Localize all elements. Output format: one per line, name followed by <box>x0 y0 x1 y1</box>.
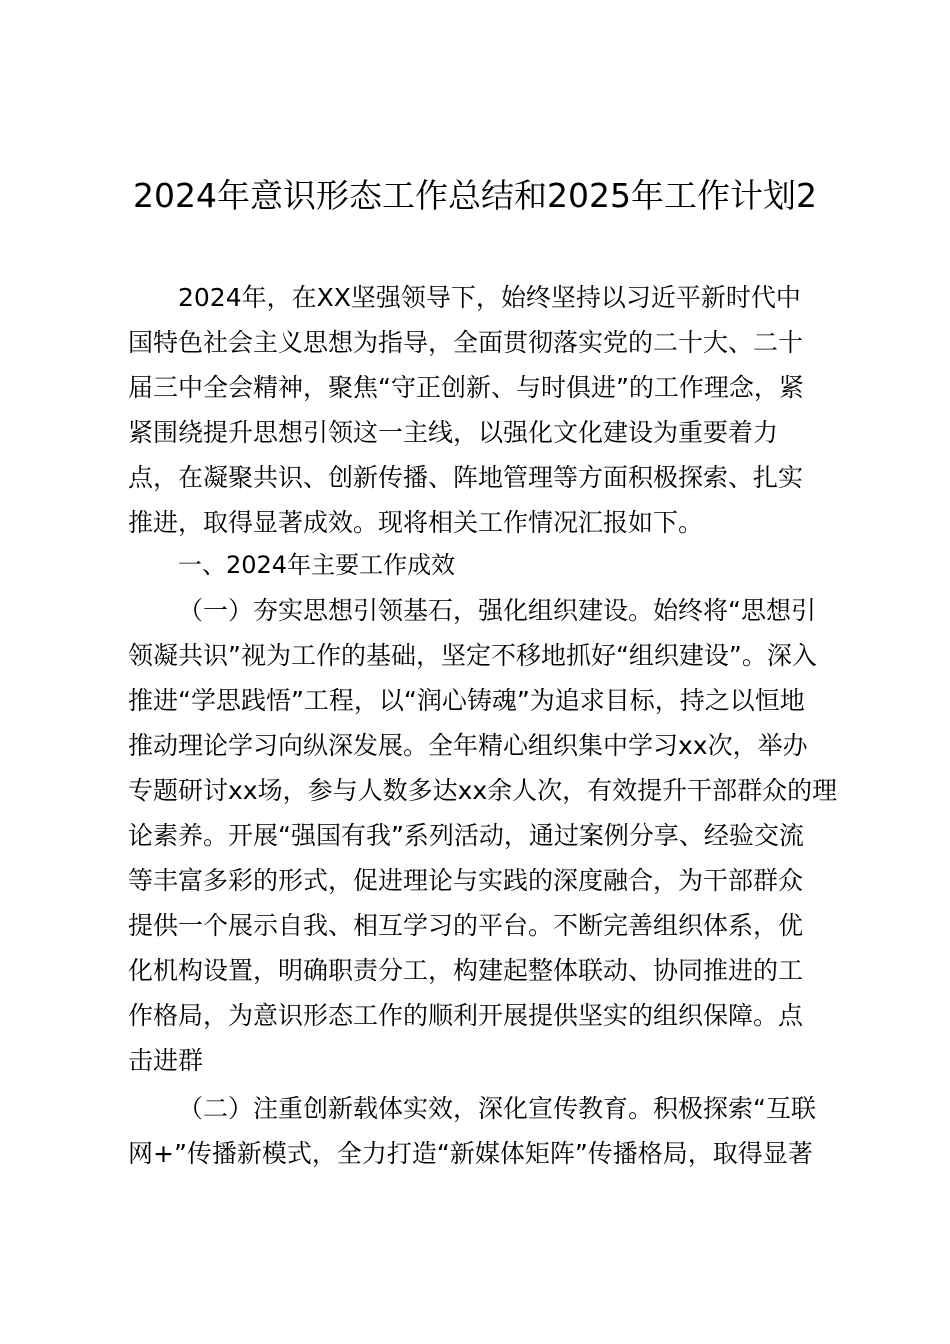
body-line: 推动理论学习向纵深发展。全年精心组织集中学习xx次，举办 <box>128 731 808 760</box>
body-line: 点，在凝聚共识、创新传播、阵地管理等方面积极探索、扎实 <box>128 463 804 492</box>
body-line: 推进“学思践悟”工程，以“润心铸魂”为追求目标，持之以恒地 <box>128 686 805 715</box>
body-line: （二）注重创新载体实效，深化宣传教育。积极探索“互联 <box>178 1094 816 1123</box>
body-line: 届三中全会精神，聚焦“守正创新、与时俱进”的工作理念，紧 <box>128 373 804 402</box>
body-line: 化机构设置，明确职责分工，构建起整体联动、协同推进的工 <box>128 956 804 985</box>
body-line: 紧围绕提升思想引领这一主线，以强化文化建设为重要着力 <box>128 418 779 447</box>
body-line: 专题研讨xx场，参与人数多达xx余人次，有效提升干部群众的理 <box>128 776 838 805</box>
section-heading: 一、2024年主要工作成效 <box>178 551 456 579</box>
body-line: 领凝共识”视为工作的基础，坚定不移地抓好“组织建设”。深入 <box>128 641 817 670</box>
body-line: 2024年，在XX坚强领导下，始终坚持以习近平新时代中 <box>178 283 801 312</box>
body-line: 作格局，为意识形态工作的顺利开展提供坚实的组织保障。点 <box>128 1001 804 1030</box>
body-line: 击进群 <box>128 1046 204 1075</box>
body-line: 提供一个展示自我、相互学习的平台。不断完善组织体系，优 <box>128 911 804 940</box>
document-title: 2024年意识形态工作总结和2025年工作计划2 <box>133 176 817 215</box>
body-line: 国特色社会主义思想为指导，全面贯彻落实党的二十大、二十 <box>128 328 804 357</box>
body-line: 论素养。开展“强国有我”系列活动，通过案例分享、经验交流 <box>128 821 804 850</box>
body-line: 网+”传播新模式，全力打造“新媒体矩阵”传播格局，取得显著 <box>128 1139 813 1168</box>
body-line: （一）夯实思想引领基石，强化组织建设。始终将“思想引 <box>178 596 816 625</box>
body-line: 等丰富多彩的形式，促进理论与实践的深度融合，为干部群众 <box>128 866 804 895</box>
body-line: 推进，取得显著成效。现将相关工作情况汇报如下。 <box>128 508 704 537</box>
